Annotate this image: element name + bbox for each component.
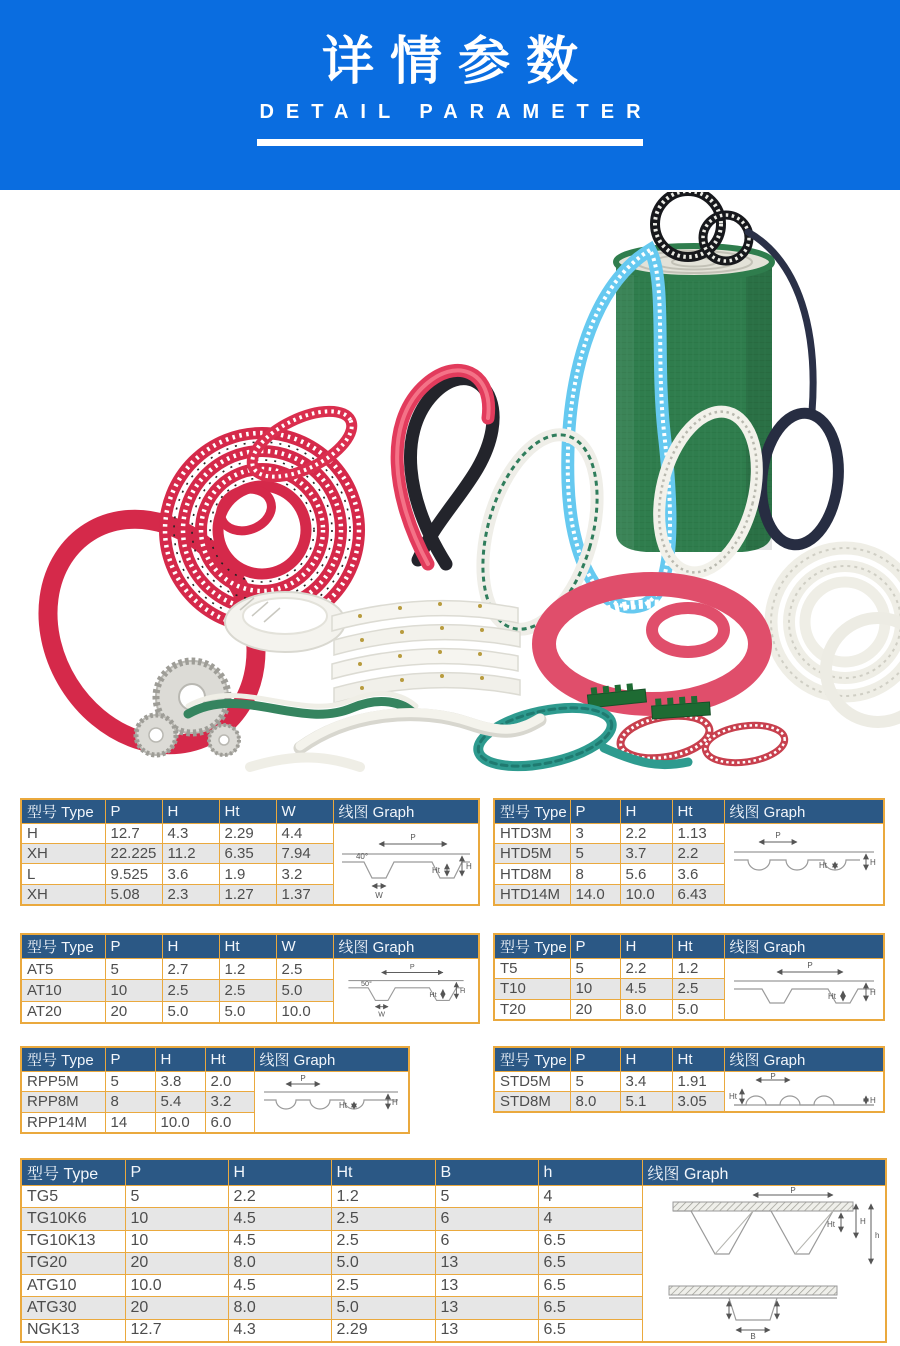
- table-row: [494, 959, 884, 979]
- value-cell: 20: [570, 999, 620, 1020]
- value-cell: 5.1: [620, 1092, 672, 1113]
- value-cell: 1.37: [276, 884, 333, 905]
- value-cell: 4: [538, 1186, 642, 1208]
- spec-table: [493, 798, 885, 906]
- type-cell: STD8M: [494, 1092, 570, 1113]
- column-header: 线图 Graph: [724, 799, 884, 824]
- column-header: 型号 Type: [21, 799, 105, 824]
- column-header: Ht: [205, 1047, 254, 1072]
- value-cell: 20: [125, 1297, 228, 1319]
- column-header: Ht: [219, 799, 276, 824]
- column-header: H: [620, 934, 672, 959]
- tooth-profile-diagram: [336, 959, 476, 1022]
- value-cell: 4.5: [228, 1230, 331, 1252]
- value-cell: 6: [435, 1208, 538, 1230]
- value-cell: 4.5: [228, 1208, 331, 1230]
- type-cell: H: [21, 824, 105, 844]
- red-black-belt-loop: [397, 370, 493, 564]
- type-cell: HTD8M: [494, 864, 570, 884]
- table-row: [21, 1072, 409, 1092]
- type-cell: STD5M: [494, 1072, 570, 1092]
- value-cell: 12.7: [125, 1319, 228, 1342]
- svg-text:H: H: [465, 862, 472, 871]
- column-header: 型号 Type: [21, 1159, 125, 1186]
- title-underline: [257, 139, 643, 146]
- value-cell: 6.5: [538, 1297, 642, 1319]
- value-cell: 5.08: [105, 884, 162, 905]
- value-cell: 2.0: [205, 1072, 254, 1092]
- column-header: P: [570, 934, 620, 959]
- svg-text:H: H: [869, 988, 876, 997]
- svg-text:Ht: Ht: [826, 1220, 835, 1229]
- value-cell: 1.27: [219, 884, 276, 905]
- value-cell: 2.2: [620, 824, 672, 844]
- column-header: Ht: [672, 934, 724, 959]
- column-header: H: [162, 799, 219, 824]
- svg-text:P: P: [409, 961, 415, 971]
- type-cell: XH: [21, 844, 105, 864]
- value-cell: 3.2: [205, 1092, 254, 1112]
- spec-table-rpp: [20, 1046, 408, 1134]
- value-cell: 8.0: [228, 1252, 331, 1274]
- value-cell: 22.225: [105, 844, 162, 864]
- product-photo-belts: [0, 192, 900, 777]
- column-header: P: [105, 1047, 155, 1072]
- folded-white-belt-stack: [332, 601, 520, 703]
- value-cell: 2.3: [162, 884, 219, 905]
- svg-text:H: H: [392, 1098, 399, 1107]
- spec-table: [20, 798, 480, 906]
- column-header: P: [570, 1047, 620, 1072]
- value-cell: 2.2: [672, 844, 724, 864]
- value-cell: 8.0: [228, 1297, 331, 1319]
- column-header: H: [155, 1047, 205, 1072]
- table-row: [494, 824, 884, 844]
- type-cell: RPP14M: [21, 1112, 105, 1133]
- svg-text:P: P: [300, 1074, 306, 1083]
- column-header: B: [435, 1159, 538, 1186]
- value-cell: 8.0: [620, 999, 672, 1020]
- graph-cell: [254, 1072, 409, 1134]
- svg-text:50°: 50°: [360, 979, 372, 988]
- value-cell: 1.2: [219, 959, 276, 980]
- tooth-profile-diagram: [336, 824, 476, 904]
- svg-text:H: H: [869, 1095, 876, 1105]
- value-cell: 4.4: [276, 824, 333, 844]
- column-header: 型号 Type: [494, 1047, 570, 1072]
- spec-table: [20, 1046, 410, 1134]
- value-cell: 20: [105, 1001, 162, 1023]
- svg-text:B: B: [750, 1332, 756, 1341]
- type-cell: T5: [494, 959, 570, 979]
- value-cell: 5.4: [155, 1092, 205, 1112]
- spec-table: [493, 933, 885, 1021]
- value-cell: 8.0: [570, 1092, 620, 1113]
- value-cell: 5.0: [162, 1001, 219, 1023]
- value-cell: 6.35: [219, 844, 276, 864]
- svg-text:40°: 40°: [355, 852, 368, 861]
- value-cell: 4: [538, 1208, 642, 1230]
- column-header: 型号 Type: [21, 1047, 105, 1072]
- value-cell: 3.4: [620, 1072, 672, 1092]
- table-row: [21, 959, 479, 980]
- value-cell: 20: [125, 1252, 228, 1274]
- value-cell: 5: [105, 959, 162, 980]
- type-cell: RPP8M: [21, 1092, 105, 1112]
- svg-text:Ht: Ht: [431, 866, 440, 875]
- value-cell: 6.5: [538, 1230, 642, 1252]
- value-cell: 5: [105, 1072, 155, 1092]
- column-header: 线图 Graph: [333, 799, 479, 824]
- spec-table: [20, 933, 480, 1024]
- value-cell: 1.2: [672, 959, 724, 979]
- value-cell: 3.2: [276, 864, 333, 884]
- value-cell: 2.5: [331, 1208, 435, 1230]
- page-subtitle: DETAIL PARAMETER: [259, 101, 653, 124]
- column-header: W: [276, 799, 333, 824]
- value-cell: 1.2: [331, 1186, 435, 1208]
- value-cell: 6.5: [538, 1319, 642, 1342]
- svg-text:Ht: Ht: [827, 992, 836, 1001]
- tooth-profile-diagram: [726, 959, 882, 1019]
- column-header: Ht: [331, 1159, 435, 1186]
- spec-table-htd: [493, 798, 883, 906]
- column-header: H: [162, 934, 219, 959]
- value-cell: 8: [105, 1092, 155, 1112]
- spec-table-std: [493, 1046, 883, 1113]
- column-header: 型号 Type: [21, 934, 105, 959]
- value-cell: 2.29: [331, 1319, 435, 1342]
- value-cell: 5.0: [276, 980, 333, 1001]
- value-cell: 12.7: [105, 824, 162, 844]
- value-cell: 5: [570, 959, 620, 979]
- type-cell: ATG30: [21, 1297, 125, 1319]
- value-cell: 4.3: [228, 1319, 331, 1342]
- tooth-profile-diagram: [256, 1072, 406, 1132]
- value-cell: 3.6: [672, 864, 724, 884]
- value-cell: 2.5: [331, 1275, 435, 1297]
- column-header: P: [105, 934, 162, 959]
- value-cell: 6.43: [672, 884, 724, 905]
- value-cell: 13: [435, 1252, 538, 1274]
- table-row: [21, 824, 479, 844]
- white-coiled-belt-stack: [771, 548, 900, 722]
- value-cell: 10: [570, 979, 620, 999]
- column-header: P: [570, 799, 620, 824]
- value-cell: 10.0: [125, 1275, 228, 1297]
- spec-table-at: [20, 933, 478, 1024]
- type-cell: TG10K6: [21, 1208, 125, 1230]
- table-row: [21, 1186, 886, 1208]
- value-cell: 3.8: [155, 1072, 205, 1092]
- graph-cell: [333, 959, 479, 1024]
- column-header: 线图 Graph: [254, 1047, 409, 1072]
- banner: [0, 0, 900, 190]
- spec-table-t: [493, 933, 883, 1021]
- value-cell: 8: [570, 864, 620, 884]
- value-cell: 2.29: [219, 824, 276, 844]
- type-cell: T20: [494, 999, 570, 1020]
- value-cell: 6.5: [538, 1252, 642, 1274]
- column-header: Ht: [672, 799, 724, 824]
- column-header: Ht: [219, 934, 276, 959]
- type-cell: HTD5M: [494, 844, 570, 864]
- red-coiled-belt: [165, 398, 361, 627]
- value-cell: 1.13: [672, 824, 724, 844]
- value-cell: 14: [105, 1112, 155, 1133]
- value-cell: 4.5: [620, 979, 672, 999]
- type-cell: TG20: [21, 1252, 125, 1274]
- svg-text:P: P: [807, 961, 813, 970]
- svg-text:H: H: [869, 858, 876, 867]
- table-row: [494, 1072, 884, 1092]
- graph-cell: [333, 824, 479, 906]
- spec-table: [493, 1046, 885, 1113]
- column-header: 线图 Graph: [724, 1047, 884, 1072]
- spec-table: [20, 1158, 887, 1343]
- column-header: H: [620, 1047, 672, 1072]
- tooth-profile-diagram: [726, 1073, 882, 1111]
- type-cell: T10: [494, 979, 570, 999]
- value-cell: 2.2: [620, 959, 672, 979]
- type-cell: TG10K13: [21, 1230, 125, 1252]
- type-cell: TG5: [21, 1186, 125, 1208]
- tooth-profile-diagram: [645, 1186, 883, 1341]
- type-cell: ATG10: [21, 1275, 125, 1297]
- svg-text:Ht: Ht: [339, 1101, 348, 1110]
- column-header: P: [125, 1159, 228, 1186]
- column-header: 型号 Type: [494, 799, 570, 824]
- value-cell: 3: [570, 824, 620, 844]
- value-cell: 5: [435, 1186, 538, 1208]
- svg-text:W: W: [374, 891, 383, 900]
- value-cell: 5.0: [331, 1252, 435, 1274]
- value-cell: 13: [435, 1297, 538, 1319]
- svg-text:P: P: [770, 1072, 776, 1081]
- value-cell: 1.91: [672, 1072, 724, 1092]
- value-cell: 5.0: [219, 1001, 276, 1023]
- value-cell: 6.0: [205, 1112, 254, 1133]
- value-cell: 2.2: [228, 1186, 331, 1208]
- column-header: H: [620, 799, 672, 824]
- value-cell: 10.0: [276, 1001, 333, 1023]
- column-header: h: [538, 1159, 642, 1186]
- value-cell: 6: [435, 1230, 538, 1252]
- value-cell: 5: [125, 1186, 228, 1208]
- value-cell: 2.5: [331, 1230, 435, 1252]
- graph-cell: [724, 1072, 884, 1113]
- svg-text:P: P: [775, 831, 781, 840]
- value-cell: 2.5: [162, 980, 219, 1001]
- value-cell: 4.5: [228, 1275, 331, 1297]
- value-cell: 10: [105, 980, 162, 1001]
- svg-text:H: H: [859, 1217, 866, 1226]
- value-cell: 10.0: [620, 884, 672, 905]
- type-cell: XH: [21, 884, 105, 905]
- value-cell: 2.7: [162, 959, 219, 980]
- value-cell: 3.6: [162, 864, 219, 884]
- value-cell: 5.6: [620, 864, 672, 884]
- value-cell: 2.5: [219, 980, 276, 1001]
- value-cell: 10: [125, 1230, 228, 1252]
- svg-text:P: P: [790, 1186, 796, 1195]
- tooth-profile-diagram: [726, 824, 882, 904]
- value-cell: 9.525: [105, 864, 162, 884]
- value-cell: 1.9: [219, 864, 276, 884]
- value-cell: 13: [435, 1319, 538, 1342]
- svg-text:H: H: [459, 986, 465, 996]
- value-cell: 5: [570, 844, 620, 864]
- svg-text:h: h: [874, 1231, 880, 1240]
- graph-cell: [724, 959, 884, 1021]
- value-cell: 3.7: [620, 844, 672, 864]
- svg-text:P: P: [410, 833, 416, 842]
- column-header: P: [105, 799, 162, 824]
- svg-text:W: W: [378, 1009, 385, 1019]
- value-cell: 3.05: [672, 1092, 724, 1113]
- column-header: Ht: [672, 1047, 724, 1072]
- column-header: 线图 Graph: [724, 934, 884, 959]
- value-cell: 5: [570, 1072, 620, 1092]
- value-cell: 14.0: [570, 884, 620, 905]
- value-cell: 10.0: [155, 1112, 205, 1133]
- type-cell: AT5: [21, 959, 105, 980]
- spec-table-tg: [20, 1158, 885, 1343]
- value-cell: 10: [125, 1208, 228, 1230]
- type-cell: AT10: [21, 980, 105, 1001]
- column-header: W: [276, 934, 333, 959]
- column-header: 线图 Graph: [642, 1159, 886, 1186]
- type-cell: RPP5M: [21, 1072, 105, 1092]
- value-cell: 7.94: [276, 844, 333, 864]
- type-cell: L: [21, 864, 105, 884]
- white-oval-belt-ring: [225, 592, 345, 652]
- svg-text:Ht: Ht: [818, 861, 827, 870]
- svg-text:Ht: Ht: [728, 1091, 737, 1101]
- page-title: 详情参数: [321, 33, 594, 91]
- spec-table-trapezoid-inch: [20, 798, 478, 906]
- graph-cell: [724, 824, 884, 906]
- column-header: 线图 Graph: [333, 934, 479, 959]
- value-cell: 2.5: [672, 979, 724, 999]
- column-header: 型号 Type: [494, 934, 570, 959]
- value-cell: 6.5: [538, 1275, 642, 1297]
- value-cell: 11.2: [162, 844, 219, 864]
- value-cell: 5.0: [331, 1297, 435, 1319]
- value-cell: 4.3: [162, 824, 219, 844]
- type-cell: HTD14M: [494, 884, 570, 905]
- type-cell: HTD3M: [494, 824, 570, 844]
- value-cell: 13: [435, 1275, 538, 1297]
- value-cell: 2.5: [276, 959, 333, 980]
- svg-text:Ht: Ht: [429, 989, 437, 999]
- value-cell: 5.0: [672, 999, 724, 1020]
- type-cell: AT20: [21, 1001, 105, 1023]
- type-cell: NGK13: [21, 1319, 125, 1342]
- column-header: H: [228, 1159, 331, 1186]
- graph-cell: [642, 1186, 886, 1343]
